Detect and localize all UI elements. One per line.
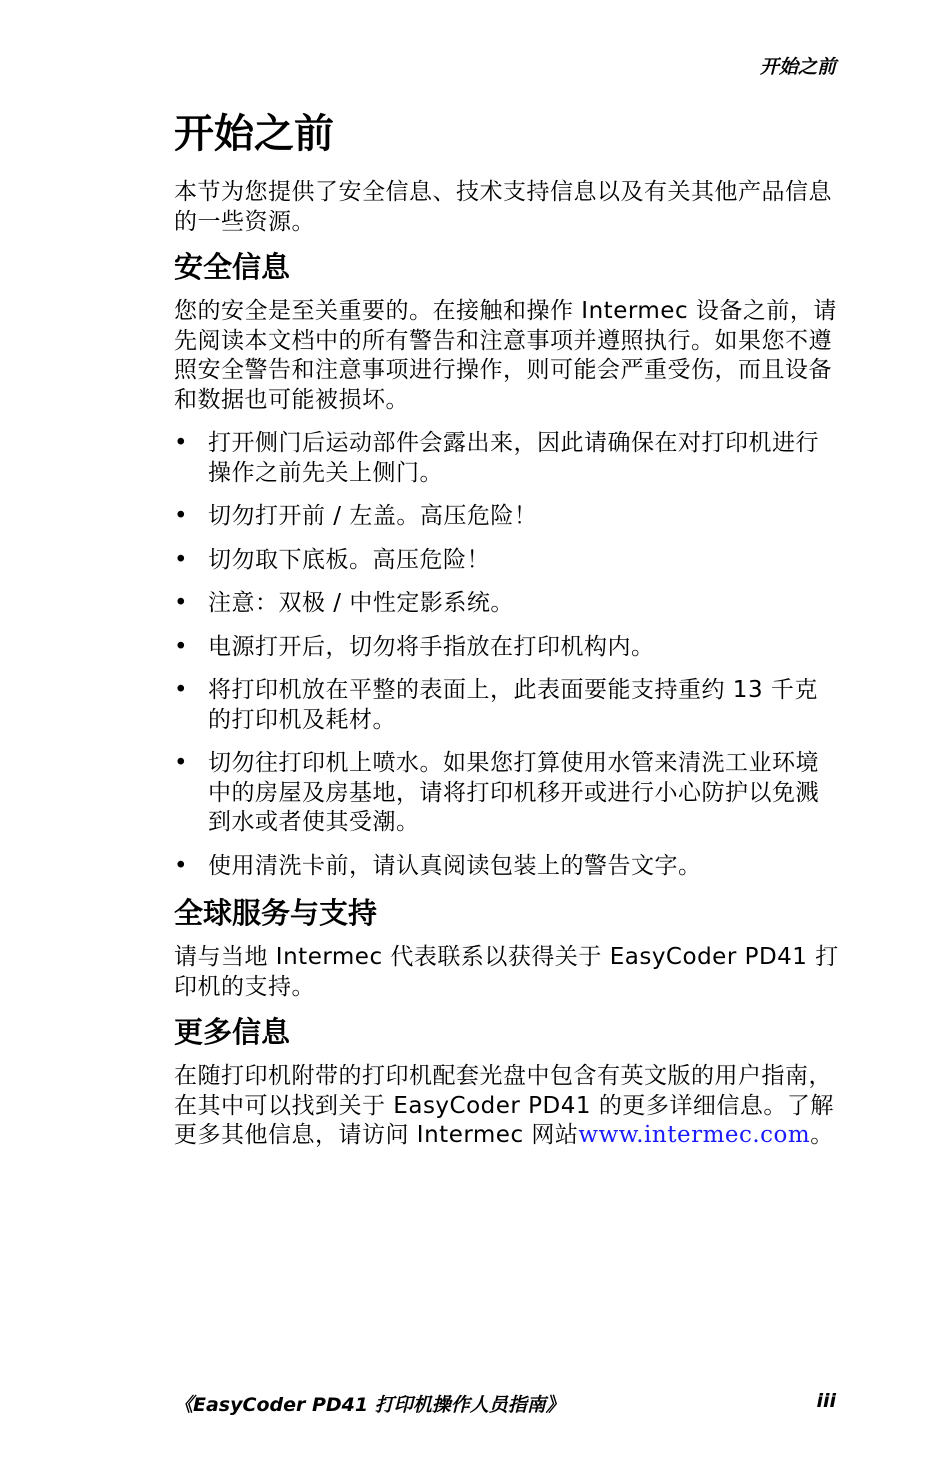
bullet-icon: •: [174, 633, 189, 660]
list-item-text: 使用清洗卡前，请认真阅读包装上的警告文字。: [208, 852, 702, 879]
list-item-text: 将打印机放在平整的表面上，此表面要能支持重约 13 千克的打印机及耗材。: [208, 677, 818, 733]
footer-doc-title: 《EasyCoder PD41 打印机操作人员指南》: [174, 1394, 565, 1416]
list-item-text: 注意：双极 / 中性定影系统。: [208, 590, 514, 616]
list-item-text: 切勿取下底板。高压危险！: [208, 546, 490, 573]
list-item-text: 电源打开后，切勿将手指放在打印机构内。: [208, 633, 655, 660]
website-link[interactable]: www.intermec.com: [578, 1122, 811, 1148]
more-info-suffix: 。: [810, 1122, 834, 1148]
more-info-paragraph: [174, 1062, 839, 1151]
list-item: [174, 502, 839, 532]
safety-heading: 安全信息: [174, 250, 291, 284]
bullet-icon: •: [174, 852, 189, 879]
list-item: [174, 676, 839, 735]
more-info-text: 在随打印机附带的打印机配套光盘中包含有英文版的用户指南，在其中可以找到关于 EasyCoder PD41 的更多详细信息。了解更多其他信息，请访问 Intermec 网站: [174, 1063, 834, 1148]
bullet-icon: •: [174, 546, 189, 573]
list-item: [174, 852, 839, 882]
running-header: 开始之前: [759, 56, 836, 78]
page-title: 开始之前: [174, 111, 334, 157]
main-content: [174, 108, 839, 1157]
bullet-icon: •: [174, 503, 189, 529]
support-paragraph: 请与当地 Intermec 代表联系以获得关于 EasyCoder PD41 打印机的支持。: [174, 944, 839, 1000]
intro-paragraph: 本节为您提供了安全信息、技术支持信息以及有关其他产品信息的一些资源。: [174, 179, 832, 235]
page-number: iii: [816, 1390, 836, 1412]
list-item: [174, 546, 839, 576]
support-heading: 全球服务与支持: [174, 896, 378, 930]
bullet-icon: •: [174, 430, 189, 456]
list-item: [174, 429, 839, 488]
more-info-heading: 更多信息: [174, 1015, 291, 1049]
bullet-icon: •: [174, 590, 189, 616]
list-item-text: 打开侧门后运动部件会露出来，因此请确保在对打印机进行操作之前先关上侧门。: [208, 430, 819, 486]
safety-list: [174, 429, 839, 881]
safety-paragraph: 您的安全是至关重要的。在接触和操作 Intermec 设备之前，请先阅读本文档中的所有警告和注意事项并遵照执行。如果您不遵照安全警告和注意事项进行操作，则可能会严重受伤，而且设备和数据也可能被损坏。: [174, 298, 837, 413]
list-item-text: 切勿往打印机上喷水。如果您打算使用水管来清洗工业环境中的房屋及房基地，请将打印机移开或进行小心防护以免溅到水或者使其受潮。: [208, 750, 819, 835]
list-item: [174, 633, 839, 663]
list-item-text: 切勿打开前 / 左盖。高压危险！: [208, 503, 538, 529]
list-item: [174, 749, 839, 838]
bullet-icon: •: [174, 677, 189, 703]
list-item: [174, 589, 839, 619]
bullet-icon: •: [174, 750, 189, 776]
